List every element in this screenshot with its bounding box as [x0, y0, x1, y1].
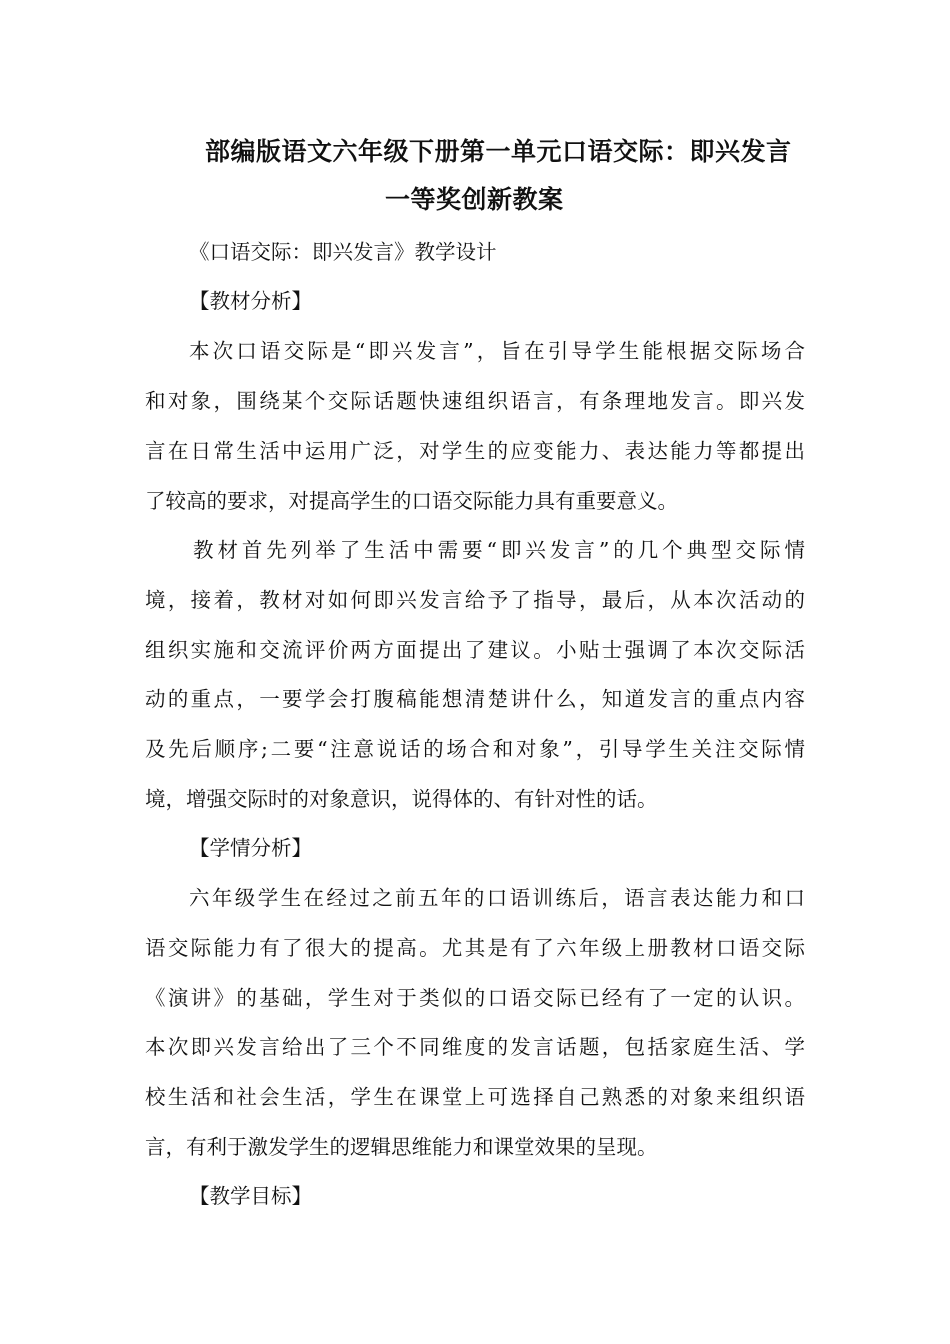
paragraph-line: 境，增强交际时的对象意识，说得体的、有针对性的话。 — [145, 787, 658, 811]
paragraph-line: 和对象，围绕某个交际话题快速组织语言，有条理地发言。即兴发 — [145, 389, 805, 413]
paragraph-line: 言在日常生活中运用广泛，对学生的应变能力、表达能力等都提出 — [145, 439, 805, 463]
section-heading: 【学情分析】 — [189, 836, 312, 860]
section-heading: 【教学目标】 — [189, 1184, 312, 1208]
paragraph-line: 及先后顺序;二要“注意说话的场合和对象”，引导学生关注交际情 — [145, 737, 805, 761]
document-subtitle: 《口语交际：即兴发言》教学设计 — [189, 240, 497, 264]
paragraph-line: 境，接着，教材对如何即兴发言给予了指导，最后，从本次活动的 — [145, 588, 805, 612]
paragraph-line: 组织实施和交流评价两方面提出了建议。小贴士强调了本次交际活 — [145, 638, 805, 662]
paragraph-line: 教材首先列举了生活中需要“即兴发言”的几个典型交际情 — [193, 538, 805, 562]
paragraph-line: 语交际能力有了很大的提高。尤其是有了六年级上册教材口语交际 — [145, 936, 805, 960]
paragraph-line: 本次即兴发言给出了三个不同维度的发言话题，包括家庭生活、学 — [145, 1035, 805, 1059]
paragraph-line: 六年级学生在经过之前五年的口语训练后，语言表达能力和口 — [189, 886, 805, 910]
paragraph-line: 校生活和社会生活，学生在课堂上可选择自己熟悉的对象来组织语 — [145, 1085, 805, 1109]
paragraph-line: 动的重点，一要学会打腹稿能想清楚讲什么，知道发言的重点内容 — [145, 687, 805, 711]
paragraph-line: 《演讲》的基础，学生对于类似的口语交际已经有了一定的认识。 — [145, 986, 805, 1010]
paragraph-line: 言，有利于激发学生的逻辑思维能力和课堂效果的呈现。 — [145, 1135, 658, 1159]
document-title-line-2: 一等奖创新教案 — [385, 185, 564, 214]
paragraph-line: 了较高的要求，对提高学生的口语交际能力具有重要意义。 — [145, 489, 678, 513]
section-heading: 【教材分析】 — [189, 289, 312, 313]
paragraph-line: 本次口语交际是“即兴发言”，旨在引导学生能根据交际场合 — [189, 339, 805, 363]
document-title-line-1: 部编版语文六年级下册第一单元口语交际：即兴发言 — [205, 137, 792, 166]
